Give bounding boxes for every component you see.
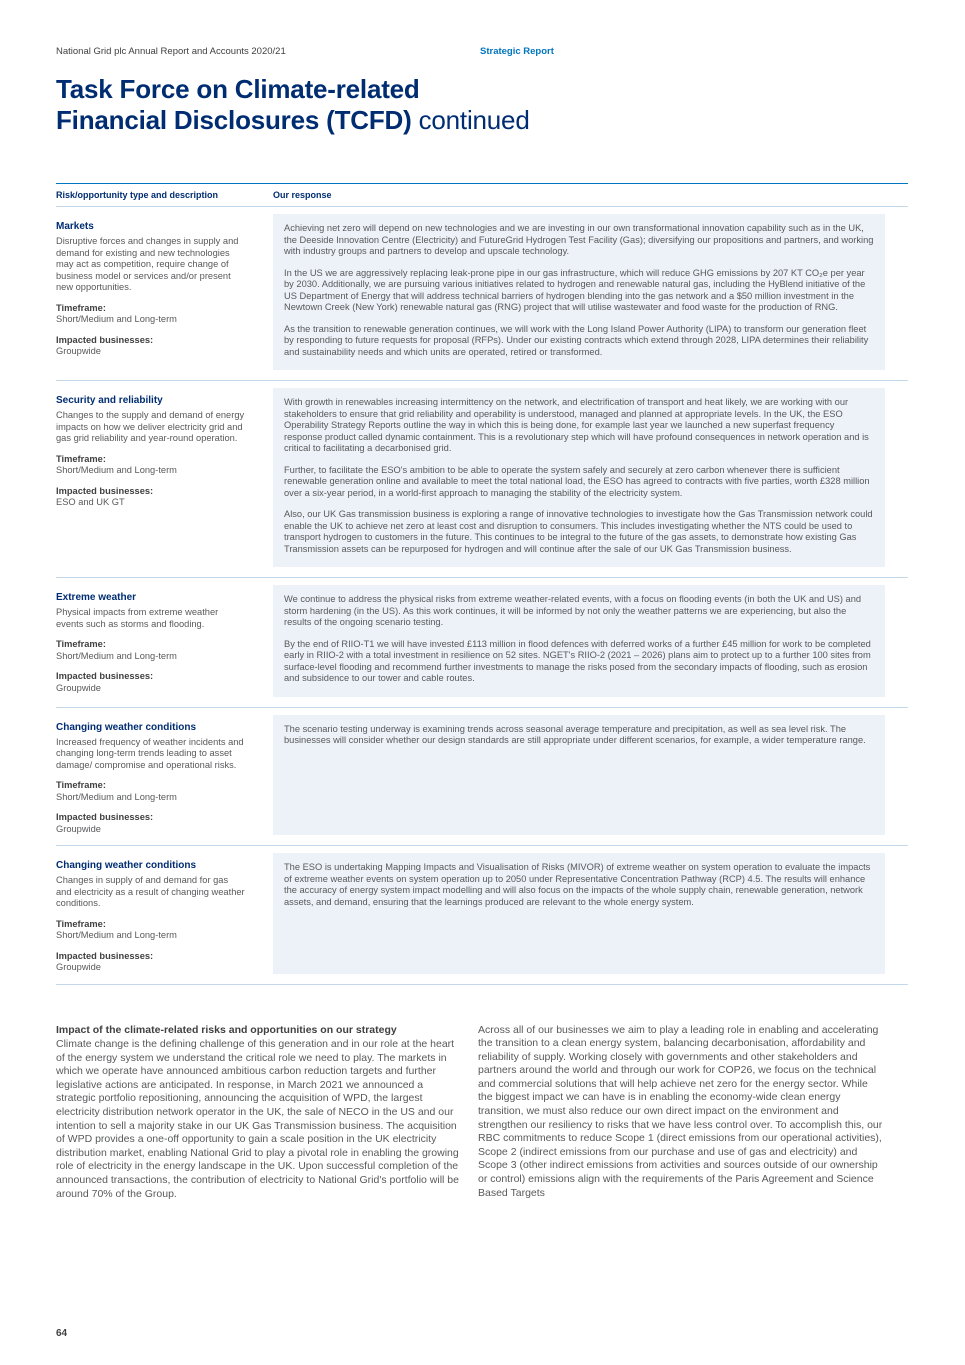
response-paragraph: The ESO is undertaking Mapping Impacts and Visualisation of Risks (MIVOR) of extreme weather on system operation to evaluate the impacts of extreme weather events on system operation up to 2050 under Representative Concentration Pathway (RCP) 4.5. The results will enhance the accuracy of energy system impact modelling and will also focus on the impacts of the whole supply chain, renewable generation, network assets, and demand, ensuring that the learnings produced are relevant to the whole energy system. xyxy=(284,862,871,907)
risk-description: Physical impacts from extreme weather events such as storms and flooding. xyxy=(56,607,219,629)
risk-title: Changing weather conditions xyxy=(56,721,197,733)
risk-title: Changing weather conditions xyxy=(56,860,197,871)
table-header-row xyxy=(56,183,908,207)
impacted-label: Impacted businesses: xyxy=(56,485,154,496)
timeframe-value: Short/Medium and Long-term xyxy=(56,650,177,661)
impacted-value: Groupwide xyxy=(56,682,101,693)
page-number: 64 xyxy=(56,1328,68,1339)
timeframe-value: Short/Medium and Long-term xyxy=(56,791,177,802)
risk-cell xyxy=(56,715,273,836)
risk-cell xyxy=(56,388,273,567)
page-title-line1: Task Force on Climate-related xyxy=(56,74,420,104)
response-paragraph: With growth in renewables increasing intermittency on the network, and electrification of transport and heat likely, we are working with our stakeholders to ensure that grid reliability and operability is understood, managed and planned at appropriate levels. In the UK, the ESO Operability Strategy Reports outline the way in which this is being done, for example last year we launched a new superfast frequency response product called dynamic containment. This is a revolutionary step which will have profound consequences in network operation and is critical to facilitating a decarbonised grid. xyxy=(284,397,869,453)
page-header xyxy=(56,46,908,58)
strategy-left-text: Climate change is the defining challenge of this generation and in our role at the heart of the energy system we understand the critical role we need to play. The markets in which we operate have announced ambitious carbon reduction targets and further legislative actions are anticipated. In response, in March 2021 we announced a strategic portfolio repositioning, announcing the acquisition of WPD, the largest electricity distribution network operator in the UK, the sale of NECO in the US and our intention to sell a majority stake in our UK Gas Transmission business. The acquisition of WPD provides a one-off opportunity to gain a scale position in the UK electricity distribution market, enabling National Grid to play a pivotal role in enabling the growing role of electricity in the energy landscape in the UK. Upon successful completion of the announced transactions, the contribution of electricity to National Grid's portfolio will be around 70% of the Group. xyxy=(56,1038,459,1200)
table-row-extreme-weather xyxy=(56,577,908,707)
impacted-label: Impacted businesses: xyxy=(56,334,154,345)
timeframe-label: Timeframe: xyxy=(56,918,106,929)
impacted-label: Impacted businesses: xyxy=(56,671,154,681)
page-title-line2-bold: Financial Disclosures (TCFD) xyxy=(56,105,412,135)
response-paragraph: The scenario testing underway is examining trends across seasonal average temperature and precipitation, as well as sea level risk. The businesses will consider whether our design standards are still appropriate under different scenarios, for example, a wider temperature range. xyxy=(284,723,866,745)
page-title-continued: continued xyxy=(411,105,530,135)
risk-title: Markets xyxy=(56,221,94,232)
response-cell xyxy=(273,585,885,697)
strategy-impact-section xyxy=(56,1024,908,1202)
timeframe-value: Short/Medium and Long-term xyxy=(56,930,177,940)
impacted-value: Groupwide xyxy=(56,962,101,972)
table-row-security-reliability xyxy=(56,380,908,577)
tcfd-risk-table xyxy=(56,183,908,985)
response-paragraph: By the end of RIIO-T1 we will have invested £113 million in flood defences with deferred works of a further £45 million for work to be completed early in RIIO-2 with a total investment in resilience on 52 sites. NGET's RIIO-2 (2021 – 2026) plans aim to protect up to a further 100 sites from surface-level flooding and recommend further investments to manage the risks posed from the secondary impacts of flooding, such as erosion and subsidence to our tower and cable routes. xyxy=(284,638,871,683)
table-header-response: Our response xyxy=(273,190,332,200)
response-paragraph: We continue to address the physical risks from extreme weather-related events, with a focus on flooding events (in both the UK and US) and storm hardening (in the US). As this work continues, it will be informed by not only the weather patterns we are experiencing, but also the results of the ongoing scenario testing. xyxy=(284,594,862,627)
risk-cell xyxy=(56,214,273,370)
strategy-right-column xyxy=(478,1024,885,1202)
response-paragraph: Further, to facilitate the ESO's ambition to be able to operate the system safely and securely at zero carbon whenever there is sufficient renewable generation online and available to meet the total national load, the ESO has agreed to contracts with five parties, worth £328 million over a six-year period, in a world-first approach to managing the stability of the electricity system. xyxy=(284,464,870,498)
response-paragraph: Achieving net zero will depend on new technologies and we are investing in our own transformational innovation capability such as in the UK, the Deeside Innovation Centre (Electricity) and FutureGrid Hydrogen Test Facility (Gas); diversifying our propositions and partners, and working with industry groups and partners to develop and upscale technology. xyxy=(284,223,874,256)
risk-title: Extreme weather xyxy=(56,592,137,603)
response-paragraph: As the transition to renewable generation continues, we will work with the Long Island Power Authority (LIPA) to transform our generation fleet by responding to future requests for proposal (RFPs). Under our existing contracts which extend through 2028, LIPA determines their reliability and sustainability needs and which units are operated, retired or transformed. xyxy=(284,323,869,357)
timeframe-value: Short/Medium and Long-term xyxy=(56,314,177,324)
impacted-label: Impacted businesses: xyxy=(56,812,154,822)
risk-cell xyxy=(56,853,273,974)
impacted-value: Groupwide xyxy=(56,823,101,834)
table-row-markets xyxy=(56,207,908,380)
timeframe-label: Timeframe: xyxy=(56,780,106,790)
response-cell xyxy=(273,214,885,370)
impacted-value: ESO and UK GT xyxy=(56,497,125,507)
table-row-changing-weather-1 xyxy=(56,707,908,846)
page-title xyxy=(56,74,908,136)
strategy-left-column xyxy=(56,1024,460,1202)
section-label: Strategic Report xyxy=(480,46,554,57)
impacted-value: Groupwide xyxy=(56,346,101,356)
risk-description: Changes in supply of and demand for gas and electricity as a result of changing weather conditions. xyxy=(56,875,245,908)
timeframe-label: Timeframe: xyxy=(56,302,106,313)
risk-cell xyxy=(56,585,273,697)
page-content xyxy=(56,0,908,1201)
response-cell xyxy=(273,853,885,974)
report-title-runninghead: National Grid plc Annual Report and Accounts 2020/21 xyxy=(56,46,286,57)
impacted-label: Impacted businesses: xyxy=(56,950,154,961)
strategy-right-text: Across all of our businesses we aim to play a leading role in enabling and accelerating the transition to a clean energy system, balancing decarbonisation, affordability and reliability of supply. Working closely with governments and other stakeholders and partners around the world and through our work for COP26, we focus on the technical and commercial solutions that will help achieve net zero for the energy sector. While the biggest impact we can have is in enabling the economy-wide clean energy transition, we must also reduce our own direct impact on the environment and strengthen our resiliency to risks that we have less control over. To accomplish this, our RBC commitments to reduce Scope 1 (direct emissions from our operational activities), Scope 2 (indirect emissions from our purchase and use of gas and electricity) and Scope 3 (other indirect emissions from activities and sources outside of our ownership or control) emissions align with the requirements of the Paris Agreement and Science Based Targets xyxy=(478,1023,883,1199)
timeframe-label: Timeframe: xyxy=(56,453,106,464)
response-paragraph: In the US we are aggressively replacing leak-prone pipe in our gas infrastructure, which will reduce GHG emissions by 207 KT CO₂e per year by 2030. Additionally, we are pursuing various initiatives related to hydrogen and renewable natural gas, including the HyBlend initiative of the US Department of Energy that will address technical barriers of hydrogen blending into the gas network and a $50 million investment in the Newtown Creek (New York) renewable natural gas (RNG) project that will utilise wastewater and food waste for the production of RNG. xyxy=(284,267,866,312)
response-cell xyxy=(273,715,885,836)
timeframe-label: Timeframe: xyxy=(56,639,106,649)
risk-title: Security and reliability xyxy=(56,395,163,406)
response-paragraph: Also, our UK Gas transmission business is exploring a range of innovative technologies to investigate how the Gas Transmission network could enable the UK to achieve net zero at least cost and disruption to consumers. This includes investigating whether the NTS could be used to transport hydrogen to customers in the future. This continues to be integral to the future of the gas assets, to demonstrate how existing Gas Transmission assets can be repurposed for hydrogen and will continue after the sale of our UK Gas Transmission business. xyxy=(284,509,873,554)
risk-description: Disruptive forces and changes in supply and demand for existing and new technologies may act as competition, require change of business model or services and/or present new opportunities. xyxy=(56,236,239,292)
response-cell xyxy=(273,388,885,567)
risk-description: Increased frequency of weather incidents and changing long-term trends leading to asset damage/ compromise and operational risks. xyxy=(56,736,244,770)
table-header-risk: Risk/opportunity type and description xyxy=(56,190,219,200)
strategy-heading: Impact of the climate-related risks and opportunities on our strategy xyxy=(56,1023,397,1036)
timeframe-value: Short/Medium and Long-term xyxy=(56,465,177,475)
table-row-changing-weather-2 xyxy=(56,845,908,984)
risk-description: Changes to the supply and demand of energy impacts on how we deliver electricity grid and gas grid reliability and year-round operation. xyxy=(56,410,245,443)
